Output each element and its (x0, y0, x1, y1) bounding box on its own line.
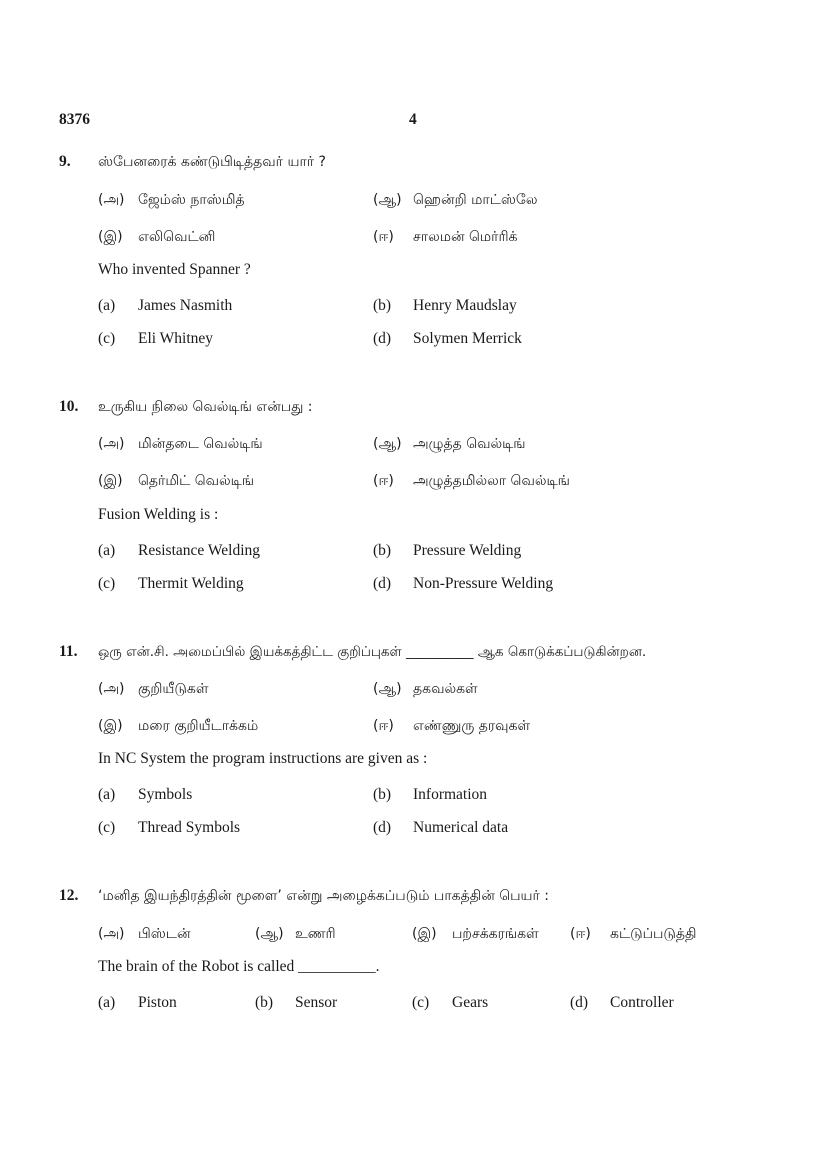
english-option-text: Pressure Welding (413, 542, 522, 559)
tamil-option-text: எண்ணுரு தரவுகள் (413, 718, 531, 734)
tamil-question-text: ஒரு என்.சி. அமைப்பில் இயக்கத்திட்ட குறிப்புகள் __________ ஆக கொடுக்கப்படுகின்றன. (98, 644, 647, 660)
english-question-text: In NC System the program instructions are given as : (98, 750, 428, 767)
english-option-label: (c) (412, 994, 430, 1011)
tamil-option-label: (ஈ) (373, 229, 394, 245)
english-option-label: (d) (570, 994, 589, 1011)
tamil-option-label: (அ) (98, 436, 125, 452)
english-option-label: (b) (255, 994, 274, 1011)
tamil-option-text: எலிவெட்னி (138, 229, 216, 245)
tamil-option-text: ஜேம்ஸ் நாஸ்மித் (138, 192, 245, 208)
english-question-text: The brain of the Robot is called __________. (98, 958, 380, 975)
tamil-question-text: ஸ்பேனரைக் கண்டுபிடித்தவர் யார் ? (98, 154, 326, 170)
english-option-label: (c) (98, 330, 116, 347)
english-option-label: (d) (373, 819, 392, 836)
tamil-option-label: (இ) (98, 718, 123, 734)
tamil-question-text: ‘மனித இயந்திரத்தின் மூளை’ என்று அழைக்கப்படும் பாகத்தின் பெயர் : (98, 888, 550, 904)
tamil-option-text: கட்டுப்படுத்தி (610, 926, 697, 942)
tamil-option-text: பற்சக்கரங்கள் (452, 926, 539, 942)
tamil-option-text: தெர்மிட் வெல்டிங் (138, 473, 255, 489)
english-option-label: (a) (98, 786, 116, 803)
tamil-option-text: அழுத்தமில்லா வெல்டிங் (413, 473, 570, 489)
english-option-text: Piston (138, 994, 177, 1011)
tamil-option-text: ஹென்றி மாட்ஸ்லே (413, 192, 538, 208)
tamil-option-label: (இ) (98, 473, 123, 489)
tamil-option-text: உணரி (295, 926, 336, 942)
english-option-text: Non-Pressure Welding (413, 575, 554, 592)
english-option-label: (b) (373, 542, 392, 559)
tamil-question-text: உருகிய நிலை வெல்டிங் என்பது : (98, 399, 313, 415)
english-option-text: Gears (452, 994, 489, 1011)
tamil-option-label: (ஈ) (373, 473, 394, 489)
english-option-text: Henry Maudslay (413, 297, 517, 314)
english-option-label: (a) (98, 994, 116, 1011)
english-option-text: Information (413, 786, 488, 803)
tamil-option-label: (ஆ) (373, 436, 402, 452)
english-option-text: Sensor (295, 994, 338, 1011)
english-option-label: (b) (373, 297, 392, 314)
tamil-option-text: சாலமன் மெர்ரிக் (413, 229, 518, 245)
english-option-text: Numerical data (413, 819, 509, 836)
english-option-label: (a) (98, 297, 116, 314)
question-number: 10. (59, 398, 79, 415)
tamil-option-text: அழுத்த வெல்டிங் (413, 436, 526, 452)
tamil-option-label: (ஆ) (373, 192, 402, 208)
tamil-option-label: (ஈ) (570, 926, 591, 942)
english-question-text: Who invented Spanner ? (98, 261, 251, 278)
english-option-text: Thermit Welding (138, 575, 244, 592)
tamil-option-text: தகவல்கள் (413, 681, 478, 697)
english-option-label: (c) (98, 575, 116, 592)
english-option-label: (a) (98, 542, 116, 559)
english-option-label: (d) (373, 575, 392, 592)
tamil-option-label: (அ) (98, 681, 125, 697)
tamil-option-text: பிஸ்டன் (138, 926, 191, 942)
english-option-text: Controller (610, 994, 674, 1011)
english-option-label: (b) (373, 786, 392, 803)
english-option-text: Solymen Merrick (413, 330, 522, 347)
tamil-option-label: (இ) (412, 926, 437, 942)
tamil-option-label: (ஈ) (373, 718, 394, 734)
tamil-option-label: (ஆ) (255, 926, 284, 942)
paper-code: 8376 (59, 111, 90, 128)
english-option-text: Resistance Welding (138, 542, 261, 559)
english-option-text: Thread Symbols (138, 819, 241, 836)
english-option-label: (c) (98, 819, 116, 836)
tamil-option-text: குறியீடுகள் (138, 681, 209, 697)
english-question-text: Fusion Welding is : (98, 506, 219, 523)
question-number: 11. (59, 643, 78, 660)
tamil-option-text: மரை குறியீடாக்கம் (138, 718, 259, 734)
english-option-text: Eli Whitney (138, 330, 214, 347)
page-number: 4 (409, 111, 417, 128)
tamil-option-label: (இ) (98, 229, 123, 245)
question-number: 12. (59, 887, 79, 904)
tamil-option-label: (அ) (98, 192, 125, 208)
english-option-text: James Nasmith (138, 297, 233, 314)
question-number: 9. (59, 153, 71, 170)
tamil-option-label: (அ) (98, 926, 125, 942)
english-option-label: (d) (373, 330, 392, 347)
tamil-option-text: மின்தடை வெல்டிங் (138, 436, 263, 452)
tamil-option-label: (ஆ) (373, 681, 402, 697)
english-option-text: Symbols (138, 786, 193, 803)
